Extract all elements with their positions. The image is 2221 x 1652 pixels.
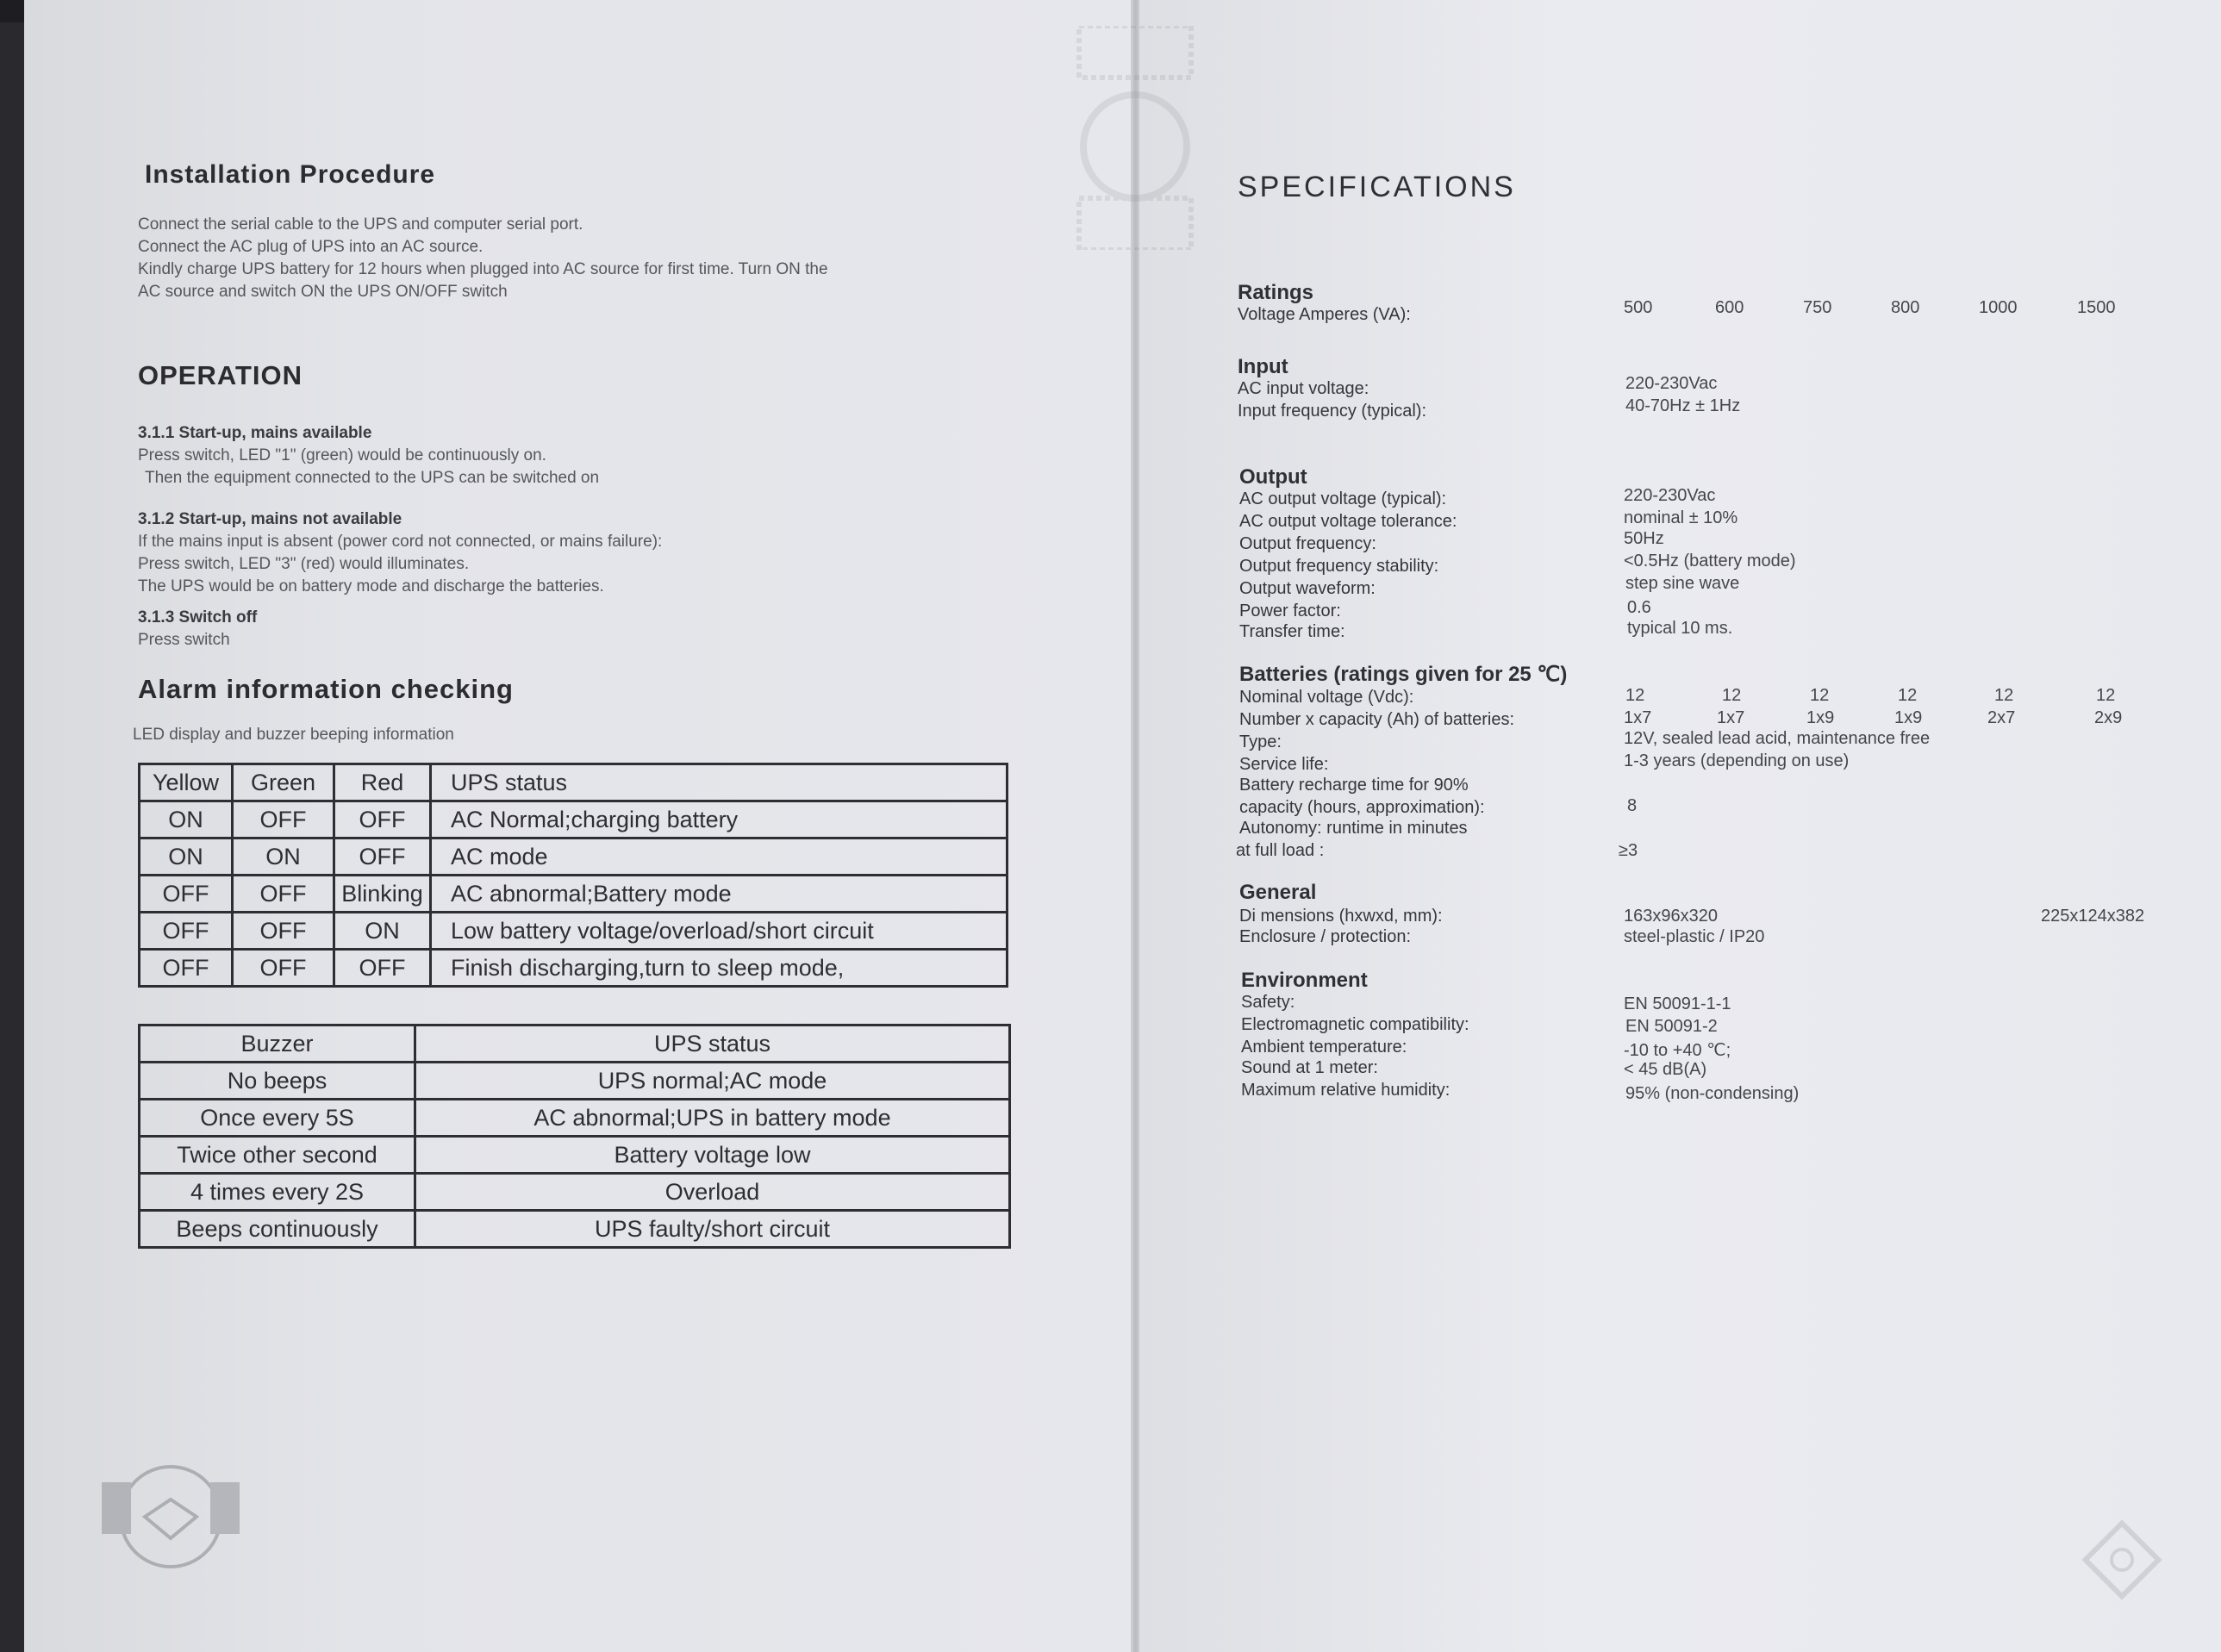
spec-value: 220-230Vac: [1625, 374, 1718, 393]
spec-label: Nominal voltage (Vdc):: [1239, 688, 1414, 707]
install-line: Connect the AC plug of UPS into an AC source.: [138, 238, 484, 256]
alarm-title: Alarm information checking: [138, 674, 514, 704]
spec-label: Enclosure / protection:: [1239, 927, 1411, 946]
spec-label: Input frequency (typical):: [1238, 402, 1426, 421]
battery-nominal-value: 12: [1625, 686, 1645, 705]
table-row: [140, 838, 1008, 876]
ratings-value: 600: [1715, 298, 1744, 317]
table-row: [140, 950, 1008, 987]
spec-value: EN 50091-2: [1625, 1017, 1718, 1036]
operation-s1-line: Then the equipment connected to the UPS can be switched on: [145, 469, 600, 487]
table-cell: Blinking: [334, 876, 431, 913]
spec-label: Output waveform:: [1239, 579, 1376, 598]
table-row: [140, 1174, 1010, 1211]
spec-label: AC input voltage:: [1238, 379, 1369, 398]
spec-value: <0.5Hz (battery mode): [1624, 552, 1796, 570]
table-header: UPS status: [415, 1025, 1010, 1063]
spec-value: 95% (non-condensing): [1625, 1084, 1800, 1103]
battery-capacity-value: 2x7: [1987, 708, 2016, 727]
table-cell: OFF: [334, 838, 431, 876]
spec-label: Maximum relative humidity:: [1241, 1081, 1451, 1100]
table-cell: Once every 5S: [140, 1100, 415, 1137]
table-cell: Overload: [415, 1174, 1010, 1211]
batteries-head: Batteries (ratings given for 25 ℃): [1239, 663, 1568, 686]
operation-title: OPERATION: [138, 360, 303, 390]
table-cell: OFF: [233, 913, 334, 950]
operation-s2-title: 3.1.2 Start-up, mains not available: [138, 510, 402, 528]
table-cell: UPS faulty/short circuit: [415, 1211, 1010, 1248]
spec-value: 163x96x320: [1624, 907, 1718, 926]
table-cell: ON: [140, 801, 233, 838]
table-cell: No beeps: [140, 1063, 415, 1100]
ratings-value: 1000: [1979, 298, 2018, 317]
spec-label: Service life:: [1239, 755, 1329, 774]
input-head: Input: [1238, 355, 1288, 378]
table-cell: AC mode: [431, 838, 1008, 876]
table-header-row: [140, 1025, 1010, 1063]
led-table: [138, 763, 1008, 988]
table-cell: OFF: [233, 801, 334, 838]
spec-value: 12V, sealed lead acid, maintenance free: [1624, 729, 1931, 748]
spec-label: AC output voltage (typical):: [1239, 489, 1447, 508]
spec-label: Safety:: [1241, 993, 1295, 1012]
table-cell: Battery voltage low: [415, 1137, 1010, 1174]
spec-label: Autonomy: runtime in minutes: [1239, 819, 1468, 838]
battery-capacity-value: 2x9: [2094, 708, 2123, 727]
table-cell: AC abnormal;UPS in battery mode: [415, 1100, 1010, 1137]
spec-label: capacity (hours, approximation):: [1239, 798, 1485, 817]
spec-value: 8: [1627, 796, 1638, 815]
spec-label: Transfer time:: [1239, 622, 1345, 641]
table-header: Buzzer: [140, 1025, 415, 1063]
table-cell: OFF: [140, 876, 233, 913]
battery-nominal-value: 12: [1898, 686, 1918, 705]
spec-label: Power factor:: [1239, 602, 1341, 620]
output-head: Output: [1239, 465, 1307, 489]
spec-label: Battery recharge time for 90%: [1239, 776, 1469, 795]
spec-label: Number x capacity (Ah) of batteries:: [1239, 710, 1515, 729]
ratings-value: 800: [1891, 298, 1920, 317]
spec-label: Ambient temperature:: [1241, 1038, 1407, 1057]
operation-s2-line: The UPS would be on battery mode and discharge the batteries.: [138, 577, 604, 595]
table-cell: OFF: [233, 876, 334, 913]
table-header: Green: [233, 764, 334, 801]
spec-value: 50Hz: [1624, 529, 1664, 548]
spec-label: at full load :: [1236, 841, 1325, 860]
operation-s1-line: Press switch, LED "1" (green) would be continuously on.: [138, 446, 546, 464]
spec-value: typical 10 ms.: [1627, 619, 1733, 638]
environment-head: Environment: [1241, 969, 1368, 992]
table-cell: Twice other second: [140, 1137, 415, 1174]
table-header: UPS status: [431, 764, 1008, 801]
spec-value: nominal ± 10%: [1624, 508, 1738, 527]
install-line: Connect the serial cable to the UPS and computer serial port.: [138, 215, 583, 234]
specs-title: SPECIFICATIONS: [1238, 171, 1516, 203]
table-cell: OFF: [334, 950, 431, 987]
ratings-label: Voltage Amperes (VA):: [1238, 305, 1411, 324]
battery-capacity-value: 1x7: [1624, 708, 1652, 727]
spec-value: ≥3: [1619, 841, 1638, 860]
spec-label: Electromagnetic compatibility:: [1241, 1015, 1469, 1034]
spec-value: steel-plastic / IP20: [1624, 927, 1765, 946]
spec-value: EN 50091-1-1: [1624, 994, 1731, 1013]
spec-value: 1-3 years (depending on use): [1624, 751, 1850, 770]
operation-s2-line: Press switch, LED "3" (red) would illuminates.: [138, 555, 470, 573]
table-row: [140, 1211, 1010, 1248]
install-line: Kindly charge UPS battery for 12 hours when plugged into AC source for first time. Turn ON the: [138, 260, 828, 278]
ratings-value: 750: [1803, 298, 1832, 317]
spec-label: Output frequency stability:: [1239, 557, 1439, 576]
ratings-head: Ratings: [1238, 281, 1314, 304]
watermark-logo-icon: [93, 1456, 248, 1577]
table-cell: UPS normal;AC mode: [415, 1063, 1010, 1100]
table-cell: Low battery voltage/overload/short circuit: [431, 913, 1008, 950]
battery-capacity-value: 1x9: [1806, 708, 1835, 727]
battery-nominal-value: 12: [2096, 686, 2116, 705]
operation-s2-line: If the mains input is absent (power cord not connected, or mains failure):: [138, 533, 663, 551]
table-header: Yellow: [140, 764, 233, 801]
watermark-logo-icon: [2079, 1517, 2165, 1603]
install-line: AC source and switch ON the UPS ON/OFF switch: [138, 283, 508, 301]
table-header: Red: [334, 764, 431, 801]
spec-label: Sound at 1 meter:: [1241, 1058, 1378, 1077]
spec-value: step sine wave: [1625, 574, 1740, 593]
table-cell: 4 times every 2S: [140, 1174, 415, 1211]
table-cell: ON: [233, 838, 334, 876]
watermark-logo-icon: [1062, 26, 1208, 250]
spec-value: 220-230Vac: [1624, 486, 1716, 505]
spec-value: 0.6: [1627, 598, 1651, 617]
table-row: [140, 1100, 1010, 1137]
spec-label: AC output voltage tolerance:: [1239, 512, 1457, 531]
operation-s1-title: 3.1.1 Start-up, mains available: [138, 424, 372, 442]
table-header-row: [140, 764, 1008, 801]
table-cell: ON: [140, 838, 233, 876]
table-row: [140, 1137, 1010, 1174]
battery-capacity-value: 1x7: [1717, 708, 1745, 727]
table-row: [140, 876, 1008, 913]
table-cell: Finish discharging,turn to sleep mode,: [431, 950, 1008, 987]
battery-nominal-value: 12: [1722, 686, 1742, 705]
table-cell: OFF: [140, 913, 233, 950]
alarm-subtitle: LED display and buzzer beeping information: [133, 726, 454, 744]
ratings-value: 1500: [2077, 298, 2116, 317]
table-cell: OFF: [233, 950, 334, 987]
table-cell: AC abnormal;Battery mode: [431, 876, 1008, 913]
battery-capacity-value: 1x9: [1894, 708, 1923, 727]
table-cell: ON: [334, 913, 431, 950]
spec-value: 225x124x382: [2041, 907, 2145, 926]
spec-value: 40-70Hz ± 1Hz: [1625, 396, 1741, 415]
operation-s3-line: Press switch: [138, 631, 230, 649]
buzzer-table: [138, 1024, 1011, 1249]
spec-label: Di mensions (hxwxd, mm):: [1239, 907, 1443, 926]
left-page: [24, 0, 1134, 1652]
table-cell: OFF: [140, 950, 233, 987]
install-title: Installation Procedure: [145, 160, 436, 189]
general-head: General: [1239, 881, 1317, 904]
table-cell: AC Normal;charging battery: [431, 801, 1008, 838]
table-row: [140, 801, 1008, 838]
battery-nominal-value: 12: [1810, 686, 1830, 705]
table-row: [140, 913, 1008, 950]
spec-label: Output frequency:: [1239, 534, 1376, 553]
ratings-value: 500: [1624, 298, 1653, 317]
spec-value: -10 to +40 ℃;: [1624, 1041, 1731, 1060]
right-page: [1139, 0, 2221, 1652]
table-cell: OFF: [334, 801, 431, 838]
spec-value: < 45 dB(A): [1624, 1060, 1707, 1079]
battery-nominal-value: 12: [1994, 686, 2014, 705]
table-row: [140, 1063, 1010, 1100]
spec-label: Type:: [1239, 732, 1282, 751]
table-cell: Beeps continuously: [140, 1211, 415, 1248]
operation-s3-title: 3.1.3 Switch off: [138, 608, 258, 627]
